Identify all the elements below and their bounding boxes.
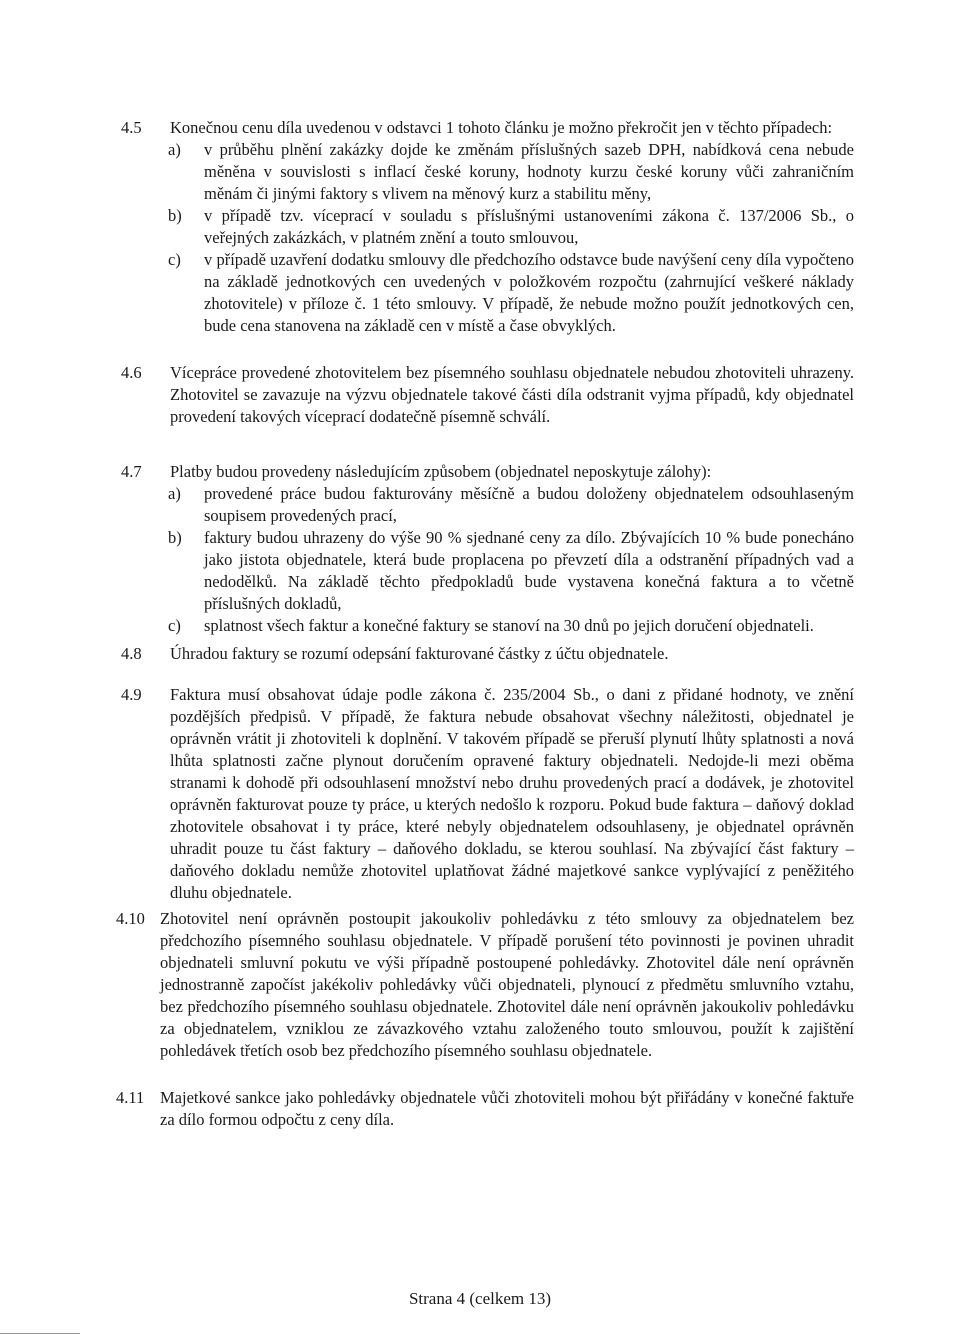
section-body: Majetkové sankce jako pohledávky objednatele vůči zhotoviteli mohou být přiřádány v konečné faktuře za dílo formou odpočtu z ceny díla. [160, 1088, 854, 1129]
list-item-label: a) [168, 484, 181, 503]
list-item-label: c) [168, 616, 181, 635]
scan-edge-line [0, 1333, 80, 1334]
list-item-text: v průběhu plnění zakázky dojde ke změnám příslušných sazeb DPH, nabídková cena nebude měněna v souvislosti s inflací české koruny, hodnoty kurzu české koruny vůči zahraničním měnám či jinými faktory s vlivem na měnový kurz a stabilitu měny, [204, 140, 854, 203]
list-item-label: b) [168, 206, 182, 225]
section-body: Vícepráce provedené zhotovitelem bez písemného souhlasu objednatele nebudou zhotoviteli uhrazeny. Zhotovitel se zavazuje na výzvu objednatele takové části díla odstranit vyjma případů, kdy objednatel provedení takových víceprací dodatečně písemně schválí. [170, 363, 854, 426]
list-item [168, 249, 854, 337]
list-item-label: b) [168, 528, 182, 547]
page-footer: Strana 4 (celkem 13) [408, 1289, 552, 1308]
section-body: Zhotovitel není oprávněn postoupit jakoukoliv pohledávku z této smlouvy za objednatelem bez předchozího písemného souhlasu objednatele. V případě porušení této povinnosti je povinen uhradit objednateli smluvní pokutu ve výši případně postoupené pohledávky. Zhotovitel dále není oprávněn jednostranně započíst jakékoliv pohledávky vůči objednateli, plynoucí z předmětu smluvního vztahu, bez předchozího písemného souhlasu objednatele. Zhotovitel dále není oprávněn jakoukoliv pohledávku za objednatelem, vzniklou ze závazkového vztahu založeného touto smlouvou, použít k zajištění pohledávek třetích osob bez předchozího písemného souhlasu objednatele. [160, 909, 854, 1060]
list-item [168, 205, 854, 249]
section-number: 4.5 [121, 118, 142, 137]
list-item-text: provedené práce budou fakturovány měsíčně a budou doloženy objednatelem odsouhlaseným soupisem provedených prací, [204, 484, 854, 525]
section-intro: Konečnou cenu díla uvedenou v odstavci 1 tohoto článku je možno překročit jen v těchto případech: [170, 118, 833, 137]
list-item [168, 615, 854, 637]
list-item-label: c) [168, 250, 181, 269]
section-body: Faktura musí obsahovat údaje podle zákona č. 235/2004 Sb., o dani z přidané hodnoty, ve znění pozdějších předpisů. V případě, že faktura nebude obsahovat všechny náležitosti, objednatel je oprávněn vrátit ji zhotoviteli k doplnění. V takovém případě se přeruší plynutí lhůty splatnosti a nová lhůta splatnosti začne plynout doručením opravené faktury objednateli. Nedojde-li mezi oběma stranami k dohodě při odsouhlasení množství nebo druhu provedených prací a dodávek, je zhotovitel oprávněn fakturovat pouze ty práce, u kterých nedošlo k rozporu. Pokud bude faktura – daňový doklad zhotovitele obsahovat i ty práce, které nebyly objednatelem odsouhlaseny, je objednatel oprávněn uhradit pouze tu část faktury – daňového dokladu, se kterou souhlasí. Na zbývající část faktury – daňového dokladu nemůže zhotovitel uplatňovat žádné majetkové sankce vyplývající z peněžitého dluhu objednatele. [170, 685, 854, 902]
section-number: 4.9 [121, 685, 142, 704]
section-number: 4.8 [121, 644, 142, 663]
list-item-text: faktury budou uhrazeny do výše 90 % sjednané ceny za dílo. Zbývajících 10 % bude ponecháno jako jistota objednatele, která bude proplacena po převzetí díla a odstranění případných vad a nedodělků. Na základě těchto předpokladů bude vystavena konečná faktura a to včetně příslušných dokladů, [204, 528, 854, 613]
sub-list [168, 483, 854, 637]
section-body [170, 461, 854, 637]
section-number: 4.7 [121, 462, 142, 481]
list-item-text: splatnost všech faktur a konečné faktury se stanoví na 30 dnů po jejich doručení objednateli. [204, 616, 814, 635]
section-body: Úhradou faktury se rozumí odepsání fakturované částky z účtu objednatele. [170, 644, 669, 663]
list-item [168, 139, 854, 205]
list-item-text: v případě tzv. víceprací v souladu s příslušnými ustanoveními zákona č. 137/2006 Sb., o veřejných zakázkách, v platném znění a touto smlouvou, [204, 206, 854, 247]
list-item-text: v případě uzavření dodatku smlouvy dle předchozího odstavce bude navýšení ceny díla vypočteno na základě jednotkových cen uvedených v položkovém rozpočtu (zahrnující veškeré náklady zhotovitele) v příloze č. 1 této smlouvy. V případě, že nebude možno použít jednotkových cen, bude cena stanovena na základě cen v místě a čase obvyklých. [204, 250, 854, 335]
list-item-label: a) [168, 140, 181, 159]
section-intro: Platby budou provedeny následujícím způsobem (objednatel neposkytuje zálohy): [170, 462, 712, 481]
sub-list [168, 139, 854, 337]
section-number: 4.6 [121, 363, 142, 382]
section-body [170, 117, 854, 337]
section-number: 4.11 [116, 1088, 145, 1107]
section-number: 4.10 [116, 909, 145, 928]
list-item [168, 527, 854, 615]
list-item [168, 483, 854, 527]
